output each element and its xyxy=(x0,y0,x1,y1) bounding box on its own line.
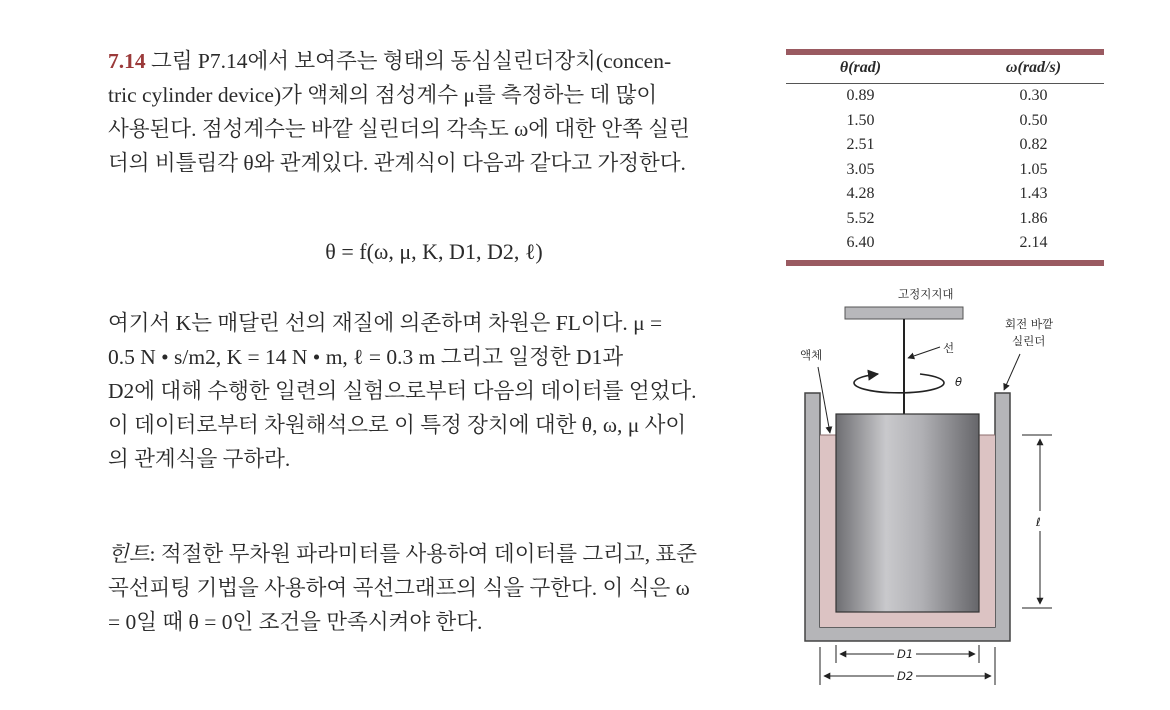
fixed-support xyxy=(845,307,963,319)
intro-line-3: 사용된다. 점성계수는 바깥 실린더의 각속도 ω에 대한 안쪽 실린 xyxy=(108,117,690,141)
intro-line-1: 7.14 그림 P7.14에서 보여주는 형태의 동심실린더장치(concen- xyxy=(108,49,672,73)
cell-theta: 1.50 xyxy=(846,111,875,129)
hint-label: 힌트 xyxy=(108,542,150,566)
cell-theta: 2.51 xyxy=(846,136,875,153)
cell-omega: 1.86 xyxy=(1019,209,1048,227)
table-bottom-rule xyxy=(786,260,1104,266)
problem-intro xyxy=(108,44,760,180)
table-row xyxy=(786,84,1104,109)
cell-theta: 5.52 xyxy=(846,209,875,227)
problem-text xyxy=(108,44,760,634)
d1-label: D1 xyxy=(897,647,914,661)
cell-omega: 0.82 xyxy=(1019,136,1048,153)
d2-label: D2 xyxy=(897,669,914,683)
cell-theta: 4.28 xyxy=(846,185,875,202)
cell-theta: 6.40 xyxy=(846,234,875,251)
header-theta: θ(rad) xyxy=(786,55,963,84)
liquid-label: 액체 xyxy=(800,348,823,362)
table-row xyxy=(786,231,1104,256)
body-line-4: 이 데이터로부터 차원해석으로 이 특정 장치에 대한 θ, ω, μ 사이 xyxy=(108,413,687,437)
problem-body xyxy=(108,306,760,476)
cell-theta: 0.89 xyxy=(846,87,875,104)
table-row xyxy=(786,207,1104,232)
governing-equation: θ = f(ω, μ, K, D1, D2, ℓ) xyxy=(325,239,543,264)
body-line-3: D2에 대해 수행한 일련의 실험으로부터 다음의 데이터를 얻었다. xyxy=(108,379,697,403)
wire-label: 선 xyxy=(943,341,955,355)
outer-cylinder-pointer xyxy=(1004,354,1020,390)
table-header-row xyxy=(786,55,1104,84)
problem-number: 7.14 xyxy=(108,49,146,73)
problem-hint xyxy=(108,537,760,639)
body-line-2: 0.5 N • s/m2, K = 14 N • m, ℓ = 0.3 m 그리고 일정한 D1과 xyxy=(108,345,624,369)
table-row xyxy=(786,158,1104,183)
outer-cylinder-label-1: 회전 바깥 xyxy=(1005,317,1054,331)
data-table xyxy=(786,49,1104,266)
cell-omega: 1.05 xyxy=(1019,160,1048,178)
body-line-1: 여기서 K는 매달린 선의 재질에 의존하며 차원은 FL이다. μ = xyxy=(108,311,663,335)
hint-line-2: 곡선피팅 기법을 사용하여 곡선그래프의 식을 구한다. 이 식은 ω xyxy=(108,576,690,600)
length-label: ℓ xyxy=(1036,515,1041,529)
table-row xyxy=(786,133,1104,158)
body-line-5: 의 관계식을 구하라. xyxy=(108,447,291,471)
cell-omega: 0.30 xyxy=(1019,87,1048,104)
outer-cylinder-label-2: 실린더 xyxy=(1012,334,1046,348)
inner-cylinder xyxy=(836,414,979,612)
intro-line-4: 더의 비틀림각 θ와 관계있다. 관계식이 다음과 같다고 가정한다. xyxy=(108,151,686,175)
hint-line-3: = 0일 때 θ = 0인 조건을 만족시켜야 한다. xyxy=(108,610,483,634)
cell-omega: 1.43 xyxy=(1019,185,1048,202)
wire-pointer xyxy=(908,347,940,358)
support-label: 고정지지대 xyxy=(898,287,954,301)
intro-line-2: tric cylinder device)가 액체의 점성계수 μ를 측정하는 데 많이 xyxy=(108,83,658,107)
theta-label: θ xyxy=(955,375,963,389)
concentric-cylinder-figure xyxy=(790,283,1120,710)
hint-line-1: 힌트: 적절한 무차원 파라미터를 사용하여 데이터를 그리고, 표준 xyxy=(108,542,697,566)
table-row xyxy=(786,109,1104,134)
rotation-arrow xyxy=(854,374,944,393)
cell-omega: 0.50 xyxy=(1019,111,1048,129)
cell-theta: 3.05 xyxy=(846,160,875,178)
cell-omega: 2.14 xyxy=(1019,234,1048,251)
header-omega: ω(rad/s) xyxy=(963,55,1104,84)
table-row xyxy=(786,182,1104,207)
